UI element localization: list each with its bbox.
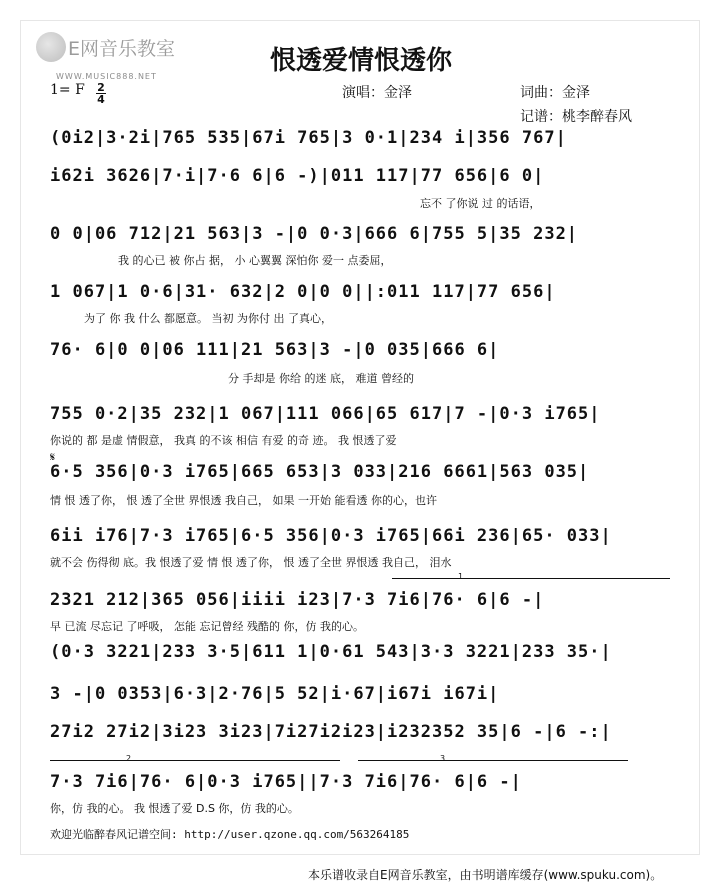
logo-name: E网音乐教室 [68,38,176,60]
source-note: 本乐谱收录自E网音乐教室，由书明谱库缓存(www.spuku.com)。 [308,868,663,882]
lyrics-row: 我 的心已 被 你占 据， 小 心翼翼 深怕你 爱一 点委屈， [118,254,392,267]
song-title: 恨透爱情恨透你 [269,46,452,76]
notation-row: (0·3 3221|233 3·5|611 1|0·61 543|3·3 3221|233 35·| [50,642,612,662]
notation-row: 76· 6|0 0|06 111|21 563|3 -|0 035|666 6| [50,340,500,360]
notation-row: (0i2|3·2i|765 535|67i 765|3 0·1|234 i|356 767| [50,128,567,148]
notation-row: 2321 212|365 056|iiii i23|7·3 7i6|76· 6|6 -| [50,590,545,610]
notation-row: 0 0|06 712|21 563|3 -|0 0·3|666 6|755 5|35 232| [50,224,579,244]
footer-note[interactable]: 欢迎光临醉春风记谱空间: http://user.qzone.qq.com/563264185 [50,828,410,841]
lyrics-row: 分 手却是 你给 的迷 底， 难道 曾经的 [228,372,414,385]
volta-bracket-1 [392,578,670,579]
notation-row: 3 -|0 0353|6·3|2·76|5 52|i·67|i67i i67i| [50,684,500,704]
time-signature-top: 2 [97,81,105,94]
volta-number-2: 2 [126,754,132,763]
lyrics-row: 你说的 都 是虚 情假意， 我真 的不该 相信 有爱 的奇 迹。 我 恨透了爱 [50,434,397,447]
key-signature: 1= F [50,82,85,98]
notation-row: 7·3 7i6|76· 6|0·3 i765||7·3 7i6|76· 6|6 -| [50,772,522,792]
logo-url: WWW.MUSIC888.NET [56,72,157,81]
composer-credit: 词曲：金泽 [520,85,590,101]
segno-sign: 𝄋 [50,450,56,464]
transcriber-credit: 记谱：桃李醉春风 [520,109,632,125]
notation-row: 6·5 356|0·3 i765|665 653|3 033|216 6661|563 035| [50,462,590,482]
notation-row: 6ii i76|7·3 i765|6·5 356|0·3 i765|66i 236|65· 033| [50,526,612,546]
lyrics-row: 为了 你 我 什么 都愿意。 当初 为你付 出 了真心， [84,312,332,325]
lyrics-row: 就不会 伤得彻 底。我 恨透了爱 情 恨 透了你， 恨 透了全世 界恨透 我自己， 泪水 [50,556,452,569]
notation-row: i62i 3626|7·i|7·6 6|6 -)|011 117|77 656|6 0| [50,166,545,186]
lyrics-row: 情 恨 透了你， 恨 透了全世 界恨透 我自己， 如果 一开始 能看透 你的心，也许 [50,494,437,507]
time-signature [96,82,106,105]
lyrics-row: 忘不 了你说 过 的话语， [420,197,541,210]
lyrics-row: 你，仿 我的心。 我 恨透了爱 D.S 你，仿 我的心。 [50,802,299,815]
notation-row: 1 067|1 0·6|31· 632|2 0|0 0||:011 117|77 656| [50,282,556,302]
lyrics-row: 早 已流 尽忘记 了呼吸， 怎能 忘记曾经 残酷的 你，仿 我的心。 [50,620,364,633]
time-signature-bottom: 4 [97,93,105,106]
notation-row: 27i2 27i2|3i23 3i23|7i27i2i23|i232352 35|6 -|6 -:| [50,722,612,742]
volta-bracket-3 [358,760,628,761]
volta-number-1: 1 [458,572,464,581]
notation-row: 755 0·2|35 232|1 067|111 066|65 617|7 -|0·3 i765| [50,404,601,424]
singer-credit: 演唱：金泽 [342,85,412,101]
volta-bracket-2 [50,760,340,761]
volta-number-3: 3 [440,754,446,763]
